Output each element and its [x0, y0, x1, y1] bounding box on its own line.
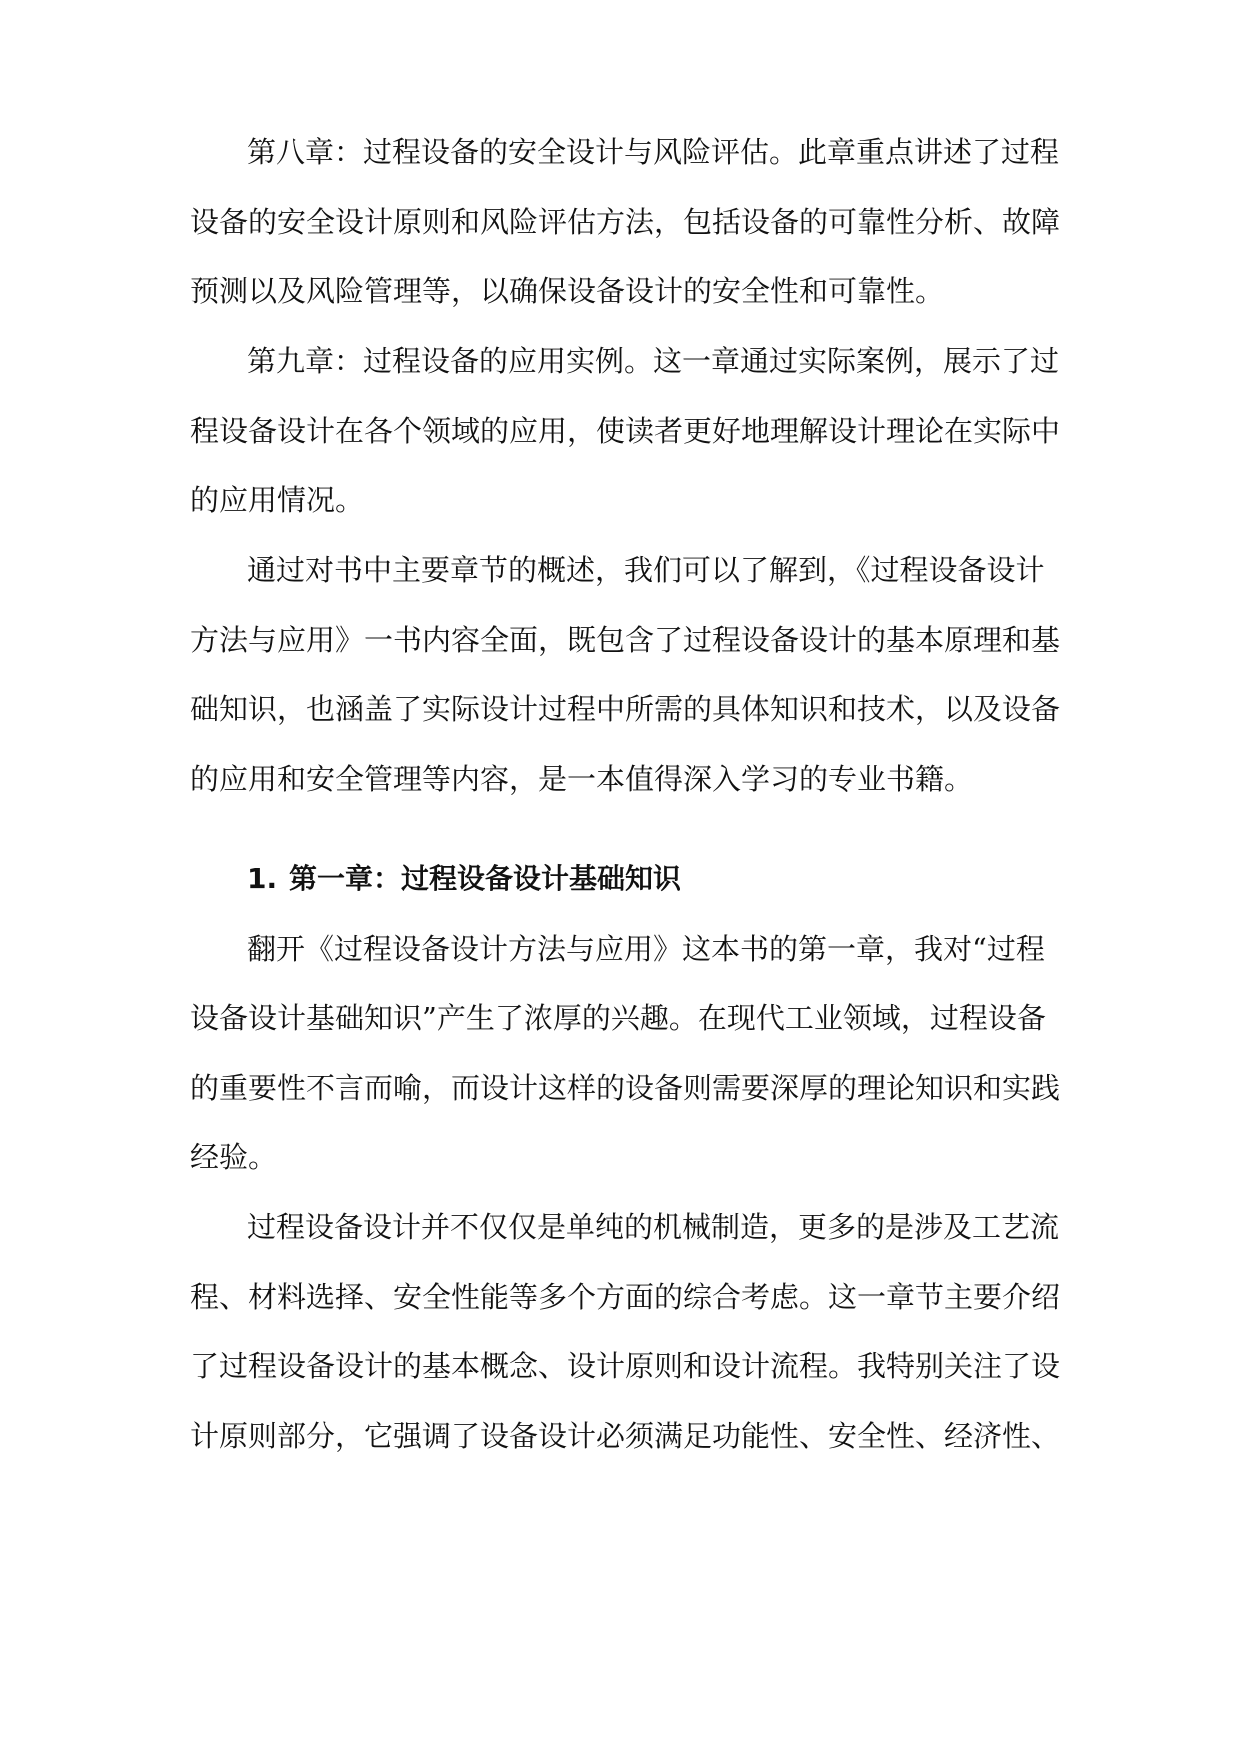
section-heading: [247, 854, 1060, 904]
paragraph-principles-line-4: 计原则部分，它强调了设备设计必须满足功能性、安全性、经济性、: [190, 1419, 1061, 1453]
paragraph-intro-line-2: 设备设计基础知识”产生了浓厚的兴趣。在现代工业领域，过程设备: [190, 1001, 1046, 1035]
paragraph-summary-line-3: 础知识，也涵盖了实际设计过程中所需的具体知识和技术，以及设备: [190, 692, 1061, 726]
paragraph-chapter8-line-1: 第八章：过程设备的安全设计与风险评估。此章重点讲述了过程: [247, 135, 1060, 169]
paragraph-chapter9-line-1: 第九章：过程设备的应用实例。这一章通过实际案例，展示了过: [247, 344, 1060, 378]
paragraph-summary-line-1: 通过对书中主要章节的概述，我们可以了解到，《过程设备设计: [247, 553, 1045, 587]
paragraph-chapter9-line-3: 的应用情况。: [190, 483, 365, 517]
paragraph-principles-line-2: 程、材料选择、安全性能等多个方面的综合考虑。这一章节主要介绍: [190, 1280, 1061, 1314]
paragraph-intro-line-1: 翻开《过程设备设计方法与应用》这本书的第一章，我对“过程: [247, 932, 1045, 966]
section-heading-title: 第一章：过程设备设计基础知识: [289, 862, 682, 895]
paragraph-chapter8-line-2: 设备的安全设计原则和风险评估方法，包括设备的可靠性分析、故障: [190, 205, 1061, 239]
paragraph-intro-line-4: 经验。: [190, 1140, 278, 1174]
paragraph-summary-line-4: 的应用和安全管理等内容，是一本值得深入学习的专业书籍。: [190, 762, 974, 796]
paragraph-intro-line-3: 的重要性不言而喻，而设计这样的设备则需要深厚的理论知识和实践: [190, 1071, 1061, 1105]
section-heading-number: 1.: [247, 862, 278, 895]
paragraph-summary-line-2: 方法与应用》一书内容全面，既包含了过程设备设计的基本原理和基: [190, 623, 1061, 657]
paragraph-chapter8-line-3: 预测以及风险管理等，以确保设备设计的安全性和可靠性。: [190, 274, 945, 308]
paragraph-chapter9-line-2: 程设备设计在各个领域的应用，使读者更好地理解设计理论在实际中: [190, 414, 1061, 448]
paragraph-principles-line-3: 了过程设备设计的基本概念、设计原则和设计流程。我特别关注了设: [190, 1349, 1061, 1383]
paragraph-principles-line-1: 过程设备设计并不仅仅是单纯的机械制造，更多的是涉及工艺流: [247, 1210, 1060, 1244]
